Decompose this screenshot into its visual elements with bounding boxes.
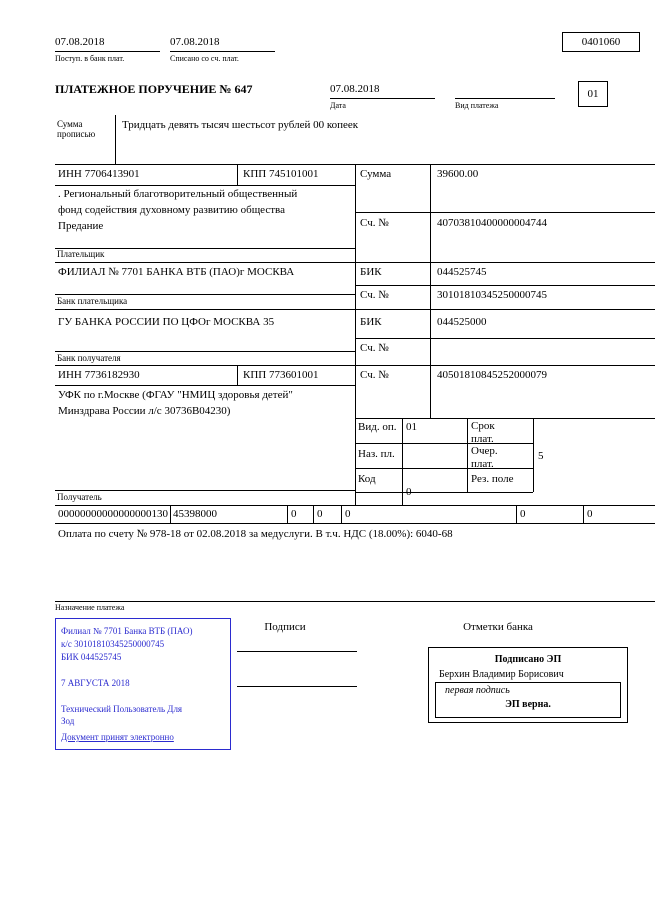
signed-with-es-label: Подписано ЭП (494, 654, 562, 665)
divider-line (115, 115, 116, 165)
kbk-field: 00000000000000000130 (58, 508, 168, 520)
payee-label: Получатель (57, 492, 102, 502)
divider-line (313, 505, 314, 523)
payer-label: Плательщик (57, 249, 105, 259)
payee-account-label: Сч. № (360, 369, 389, 381)
ocher-plat-value: 5 (538, 450, 544, 462)
coded-field: 0 (520, 508, 526, 520)
sum-label: Сумма (360, 168, 392, 180)
ocher-plat-label: Очер. плат. (471, 445, 498, 470)
received-in-bank-label: Поступ. в банк плат. (55, 54, 125, 63)
payee-inn: ИНН 7736182930 (58, 369, 140, 381)
payer-inn: ИНН 7706413901 (58, 168, 140, 180)
divider-line (55, 185, 355, 186)
divider-line (355, 285, 655, 286)
divider-line (330, 98, 435, 99)
kod-label: Код (358, 473, 376, 485)
divider-line (55, 385, 355, 386)
divider-line (237, 365, 238, 385)
divider-line (55, 505, 655, 506)
stamp-line: к/с 30101810345250000745 (61, 639, 165, 649)
payer-bank-name: ФИЛИАЛ № 7701 БАНКА ВТБ (ПАО)г МОСКВА (58, 266, 295, 278)
divider-line (55, 351, 355, 352)
payer-bank-account: 30101810345250000745 (437, 289, 547, 301)
payer-name-line: Предание (58, 220, 104, 232)
amount-words-label: Сумма прописью (57, 119, 96, 139)
divider-line (355, 418, 655, 419)
stamp-line: Документ принят электронно (61, 732, 174, 742)
payee-bank-bik: 044525000 (437, 316, 487, 328)
divider-line (55, 601, 655, 602)
divider-line (533, 418, 534, 492)
divider-line (341, 505, 342, 523)
coded-field: 0 (317, 508, 323, 520)
srok-plat-label: Срок плат. (471, 420, 495, 445)
stamp-line: Зод (61, 716, 75, 726)
payee-name-line: Минздрава России л/с 30736B04230) (58, 405, 231, 417)
payee-bank-name: ГУ БАНКА РОССИИ ПО ЦФОг МОСКВА 35 (58, 316, 275, 328)
stamp-line: БИК 044525745 (61, 652, 122, 662)
signature-line (237, 686, 357, 687)
payer-name-line: фонд содействия духовному развитию общества (58, 204, 285, 216)
bank-marks-label: Отметки банка (463, 621, 533, 633)
doc-type-code-box: 01 (578, 81, 608, 107)
payer-bank-account-label: Сч. № (360, 289, 389, 301)
divider-line (170, 505, 171, 523)
payer-kpp: КПП 745101001 (243, 168, 319, 180)
payment-purpose-label: Назначение платежа (55, 603, 125, 612)
divider-line (455, 98, 555, 99)
received-in-bank-date: 07.08.2018 (55, 36, 105, 48)
electronic-signature-box (428, 647, 628, 723)
document-date: 07.08.2018 (330, 83, 380, 95)
coded-field: 0 (345, 508, 351, 520)
payment-purpose-text: Оплата по счету № 978-18 от 02.08.2018 за медуслуги. В т.ч. НДС (18.00%): 6040-68 (58, 528, 453, 540)
form-code-box: 0401060 (562, 32, 640, 52)
payer-bank-bik-label: БИК (360, 266, 382, 278)
payer-bank-bik: 044525745 (437, 266, 487, 278)
stamp-line: Филиал № 7701 Банка ВТБ (ПАО) (61, 626, 193, 636)
divider-line (355, 338, 655, 339)
divider-line (467, 418, 468, 492)
signatures-label: Подписи (264, 621, 306, 633)
naz-pl-label: Наз. пл. (358, 448, 395, 460)
divider-line (55, 51, 160, 52)
rez-pole-label: Рез. поле (471, 473, 514, 485)
payment-kind-label: Вид платежа (455, 101, 499, 110)
divider-line (402, 418, 403, 505)
divider-line (516, 505, 517, 523)
stamp-line: Технический Пользователь Для (61, 704, 183, 714)
payee-kpp: КПП 773601001 (243, 369, 319, 381)
divider-line (430, 164, 431, 418)
vid-op-value: 01 (406, 421, 417, 433)
debited-date: 07.08.2018 (170, 36, 220, 48)
signature-line (237, 651, 357, 652)
payee-name-line: УФК по г.Москве (ФГАУ "НМИЦ здоровья детей" (58, 389, 293, 401)
stamp-line: 7 АВГУСТА 2018 (61, 678, 130, 688)
signature-verified: ЭП верна. (505, 699, 551, 710)
kod-value: 0 (406, 486, 412, 498)
divider-line (355, 212, 655, 213)
payer-account-label: Сч. № (360, 217, 389, 229)
divider-line (583, 505, 584, 523)
payee-bank-account-label: Сч. № (360, 342, 389, 354)
date-label: Дата (330, 101, 346, 110)
payee-bank-label: Банк получателя (57, 353, 121, 363)
payee-bank-bik-label: БИК (360, 316, 382, 328)
document-title: ПЛАТЕЖНОЕ ПОРУЧЕНИЕ № 647 (55, 82, 253, 96)
divider-line (287, 505, 288, 523)
divider-line (237, 164, 238, 185)
divider-line (55, 490, 355, 491)
amount-words-value: Тридцать девять тысяч шестьсот рублей 00 копеек (122, 119, 359, 131)
signer-name: Берхин Владимир Борисович (439, 669, 564, 680)
payer-account: 40703810400000004744 (437, 217, 547, 229)
divider-line (170, 51, 275, 52)
divider-line (355, 492, 533, 493)
vid-op-label: Вид. оп. (358, 421, 397, 433)
debited-label: Списано со сч. плат. (170, 54, 239, 63)
divider-line (55, 294, 355, 295)
bank-electronic-stamp (55, 618, 231, 750)
coded-field: 0 (291, 508, 297, 520)
sum-value: 39600.00 (437, 168, 479, 180)
oktmo-field: 45398000 (173, 508, 217, 520)
payer-bank-label: Банк плательщика (57, 296, 128, 306)
coded-field: 0 (587, 508, 593, 520)
payer-name-line: . Региональный благотворительный общественный (58, 188, 298, 200)
payee-account: 40501810845252000079 (437, 369, 547, 381)
signature-role: первая подпись (445, 685, 510, 696)
divider-line (355, 164, 356, 505)
divider-line (55, 523, 655, 524)
